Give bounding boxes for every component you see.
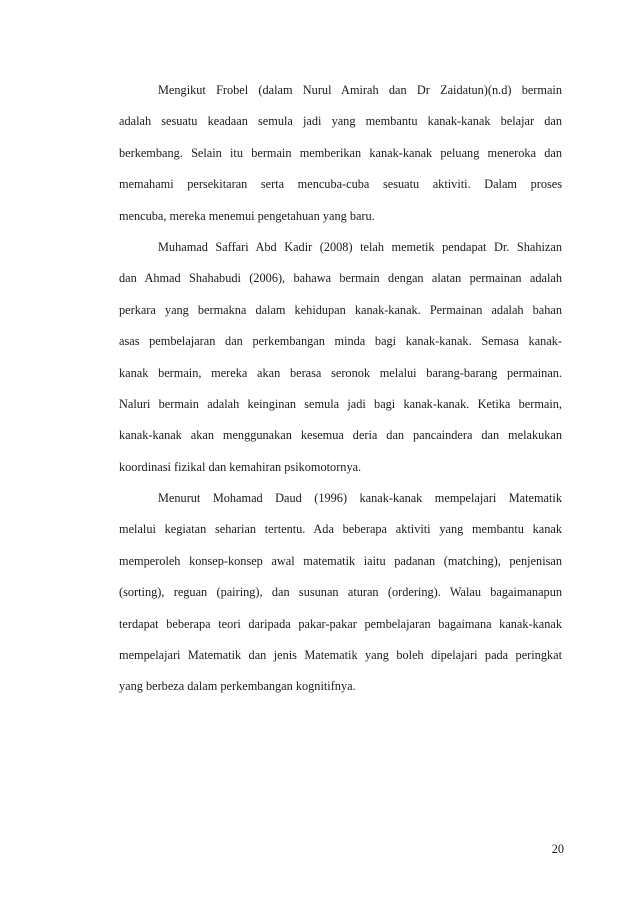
paragraph-line: kanak-kanak akan menggunakan kesemua deria dan pancaindera dan melakukan	[119, 428, 562, 443]
paragraph-line: melalui kegiatan seharian tertentu. Ada beberapa aktiviti yang membantu kanak	[119, 522, 562, 537]
paragraph-line: Mengikut Frobel (dalam Nurul Amirah dan Dr Zaidatun)(n.d) bermain	[158, 83, 562, 97]
page-number: 20	[551, 842, 564, 856]
paragraph-line: mencuba, mereka menemui pengetahuan yang baru.	[119, 208, 375, 223]
paragraph-line: yang berbeza dalam perkembangan kognitifnya.	[119, 679, 356, 694]
paragraph-frobel	[119, 75, 562, 232]
paragraph-line: dan Ahmad Shahabudi (2006), bahawa bermain dengan alatan permainan adalah	[119, 271, 562, 286]
paragraph-line: terdapat beberapa teori daripada pakar-pakar pembelajaran bagaimana kanak-kanak	[119, 616, 562, 631]
paragraph-line: Naluri bermain adalah keinginan semula jadi bagi kanak-kanak. Ketika bermain,	[119, 396, 562, 411]
paragraph-saffari	[119, 232, 562, 483]
paragraph-line: memperoleh konsep-konsep awal matematik iaitu padanan (matching), penjenisan	[119, 553, 562, 568]
paragraph-line: adalah sesuatu keadaan semula jadi yang membantu kanak-kanak belajar dan	[119, 114, 562, 129]
paragraph-line: Muhamad Saffari Abd Kadir (2008) telah memetik pendapat Dr. Shahizan	[158, 239, 562, 254]
paragraph-line: mempelajari Matematik dan jenis Matematik yang boleh dipelajari pada peringkat	[119, 648, 562, 663]
paragraph-line: (sorting), reguan (pairing), dan susunan aturan (ordering). Walau bagaimanapun	[119, 585, 562, 600]
paragraph-line: perkara yang bermakna dalam kehidupan kanak-kanak. Permainan adalah bahan	[119, 302, 562, 317]
paragraph-line: kanak bermain, mereka akan berasa seronok melalui barang-barang permainan.	[119, 365, 562, 380]
paragraph-mohamad-daud	[119, 483, 562, 703]
paragraph-line: asas pembelajaran dan perkembangan minda bagi kanak-kanak. Semasa kanak-	[119, 334, 562, 349]
paragraph-line: memahami persekitaran serta mencuba-cuba sesuatu aktiviti. Dalam proses	[119, 177, 562, 192]
body-text	[119, 75, 562, 703]
paragraph-line: koordinasi fizikal dan kemahiran psikomotornya.	[119, 459, 362, 474]
paragraph-line: Menurut Mohamad Daud (1996) kanak-kanak mempelajari Matematik	[158, 491, 562, 506]
paragraph-line: berkembang. Selain itu bermain memberikan kanak-kanak peluang meneroka dan	[119, 145, 562, 160]
